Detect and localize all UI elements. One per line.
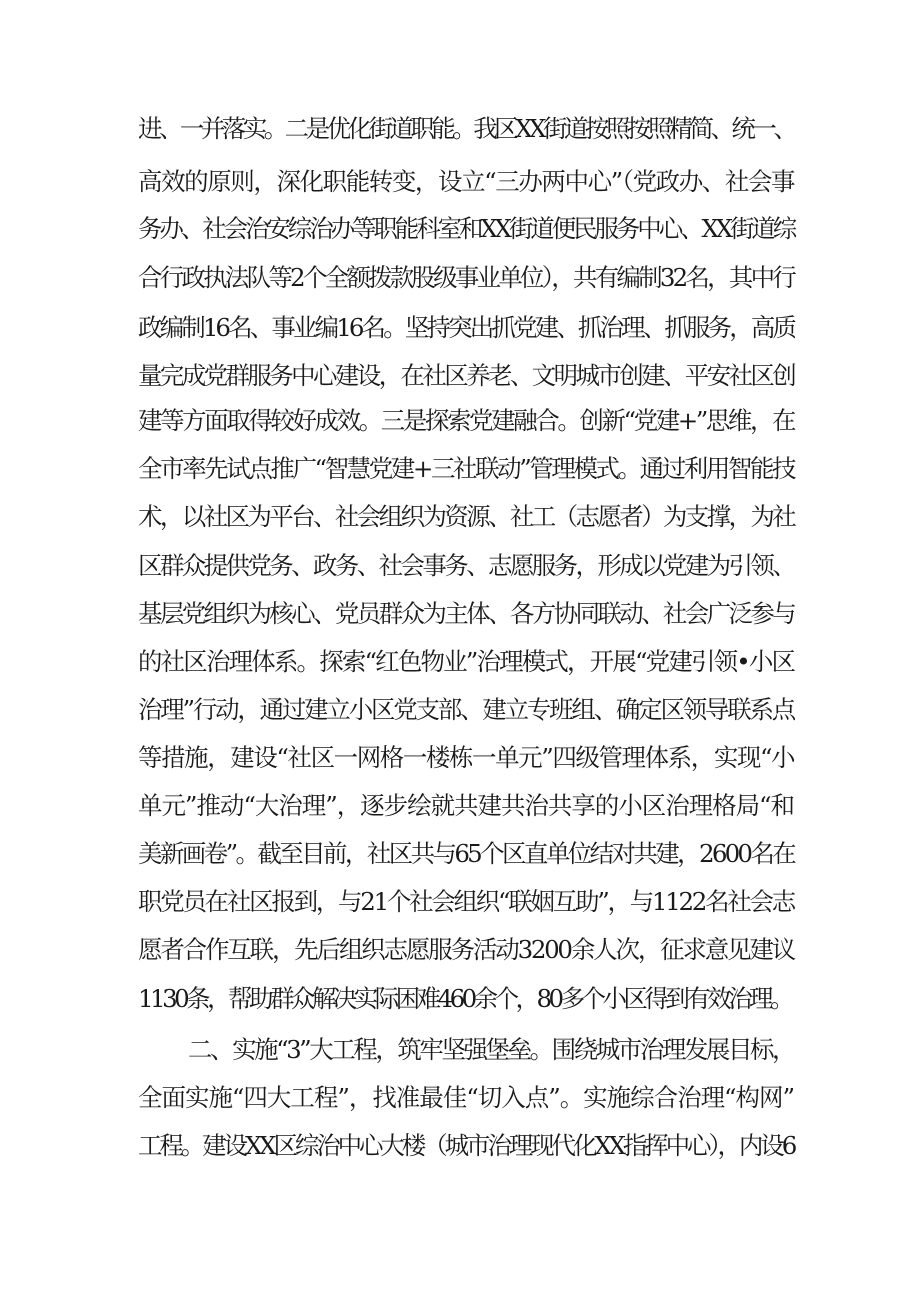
text-line-3: 务办、社会治安综治办等职能科室和XX街道便民服务中心、XX街道综	[138, 214, 794, 243]
text-line-10: 区群众提供党务、政务、社会事务、志愿服务，形成以党建为引领、	[138, 551, 794, 580]
text-line-8: 全市率先试点推广“智慧党建+三社联动”管理模式。通过利用智能技	[138, 454, 794, 483]
text-line-2: 高效的原则，深化职能转变，设立“三办两中心”（党政办、社会事	[138, 167, 794, 196]
text-line-11: 基层党组织为核心、党员群众为主体、各方协同联动、社会广泛参与	[138, 599, 794, 628]
text-line-9: 术，以社区为平台、社会组织为资源、社工（志愿者）为支撑，为社	[138, 502, 794, 531]
text-line-20: 二、实施“3”大工程，筑牢坚强堡垒。围绕城市治理发展目标，	[188, 1035, 794, 1064]
text-line-14: 等措施，建设“社区一网格一楼栋一单元”四级管理体系，实现“小	[138, 743, 794, 772]
text-line-4: 合行政执法队等2个全额拨款股级事业单位），共有编制32名，其中行	[138, 263, 794, 292]
text-line-1: 进、一并落实。二是优化街道职能。我区XX街道按照按照精简、统一、	[138, 114, 795, 143]
text-line-6: 量完成党群服务中心建设，在社区养老、文明城市创建、平安社区创	[138, 361, 794, 390]
text-line-19: 1130条，帮助群众解决实际困难460余个，80多个小区得到有效治理。	[138, 984, 792, 1013]
text-line-7: 建等方面取得较好成效。三是探索党建融合。创新“党建+”思维，在	[138, 406, 794, 435]
text-line-22: 工程。建设XX区综治中心大楼（城市治理现代化XX指挥中心），内设6	[138, 1131, 794, 1160]
text-line-5: 政编制16名、事业编16名。坚持突出抓党建、抓治理、抓服务，高质	[138, 313, 794, 342]
text-line-21: 全面实施“四大工程”，找准最佳“切入点”。实施综合治理“构网”	[138, 1083, 794, 1112]
text-line-12: 的社区治理体系。探索“红色物业”治理模式，开展“党建引领•小区	[138, 647, 794, 676]
text-line-17: 职党员在社区报到，与21个社会组织“联姻互助”，与1122名社会志	[138, 887, 794, 916]
text-line-16: 美新画卷”。截至目前，社区共与65个区直单位结对共建，2600名在	[138, 839, 794, 868]
text-line-13: 治理”行动，通过建立小区党支部、建立专班组、确定区领导联系点	[138, 695, 794, 724]
text-line-18: 愿者合作互联，先后组织志愿服务活动3200余人次，征求意见建议	[138, 935, 794, 964]
text-line-15: 单元”推动“大治理”，逐步绘就共建共治共享的小区治理格局“和	[138, 791, 794, 820]
